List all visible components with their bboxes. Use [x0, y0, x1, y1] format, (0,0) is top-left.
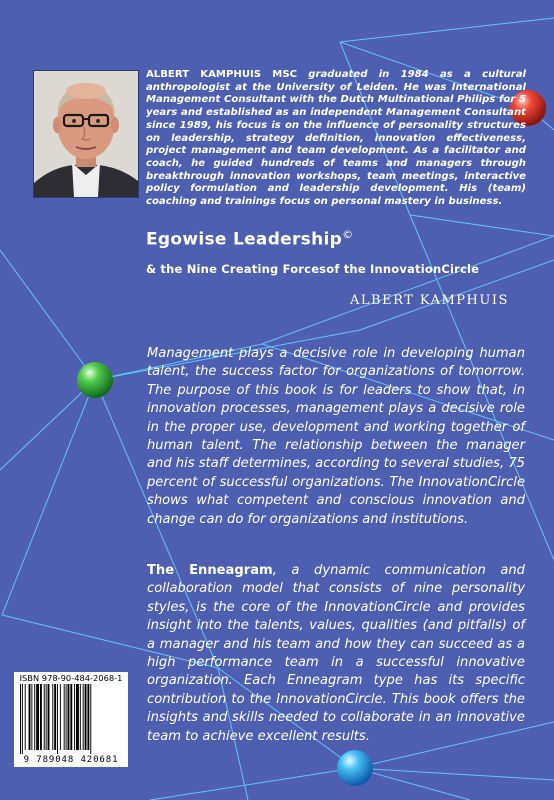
network-line [355, 768, 554, 780]
barcode-bar [40, 684, 42, 750]
barcode-bar [87, 684, 89, 750]
barcode-bar [54, 684, 56, 750]
barcode-bars [14, 684, 128, 756]
network-line [150, 768, 355, 800]
network-line [0, 250, 95, 380]
barcode-bar [34, 684, 35, 750]
barcode-bar [80, 684, 81, 750]
author-portrait-image [34, 71, 138, 197]
barcode-bar [70, 684, 72, 750]
barcode-bar [85, 684, 87, 750]
network-line [262, 236, 554, 344]
barcode-digits: 9 789048 420681 [23, 755, 119, 765]
barcode-bar [74, 684, 75, 750]
description-paragraph-2 [147, 562, 525, 746]
barcode-bar [44, 684, 45, 750]
network-line [340, 18, 554, 42]
barcode-bar [60, 684, 61, 750]
book-subtitle: & the Nine Creating Forcesof the InnovationCircle [146, 262, 480, 276]
barcode-bar [83, 684, 84, 750]
author-bio [146, 69, 526, 209]
network-line [0, 380, 95, 470]
network-line [410, 215, 554, 236]
barcode [14, 672, 128, 767]
enneagram-term: The Enneagram [147, 563, 273, 578]
blue-sphere [337, 750, 373, 786]
barcode-bar [25, 684, 26, 750]
barcode-bar [68, 684, 70, 750]
barcode-bar [46, 684, 47, 750]
author-photo [33, 70, 139, 198]
barcode-bar [20, 684, 21, 754]
barcode-bar [66, 684, 67, 750]
barcode-bar [29, 684, 31, 750]
barcode-bar [76, 684, 79, 750]
barcode-bar [52, 684, 53, 750]
book-title [146, 228, 353, 250]
copyright-mark: © [342, 228, 354, 241]
book-title-text: Egowise Leadership [146, 229, 343, 250]
author-bio-name: ALBERT KAMPHUIS MSC [146, 69, 298, 80]
isbn-label: ISBN 978-90-484-2068-1 [19, 673, 123, 683]
barcode-bar [22, 684, 23, 754]
network-line [2, 380, 95, 615]
book-author: ALBERT KAMPHUIS [350, 293, 509, 308]
barcode-bar [90, 684, 91, 754]
description-paragraph-1: Management plays a decisive role in developing human talent, the success factor for organizations of tomorrow. The purpose of this book is for leaders to show that, in innovation processes, management plays a decisive role in the proper use, development and working together of human talent. The relationship between the manager and his staff determines, according to several studies, 75 percent of successful organizations. The InnovationCircle shows what competent and conscious innovation and change can do for organizations and institutions. [147, 346, 525, 527]
author-bio-text: graduated in 1984 as a cultural anthropologist at the University of Leiden. He was International Management Consultant with the Dutch Multinational Philips for 5 years and established as an independent Management Consultant since 1989, his focus is on the influence of personality structures on leadership, strategy definition, innovation effectiveness, project management and team development. As a facilitator and coach, he guided hundreds of teams and managers through breakthrough innovation workshops, team meetings, interactive policy formulation and leadership development. His (team) coaching and trainings focus on personal mastery in business. [146, 69, 526, 208]
green-sphere [77, 362, 113, 398]
description-paragraph-2-text: , a dynamic communication and collaboration model that consists of nine personality styles, is the core of the InnovationCircle and provides insight into the talents, values, qualities (and pitfalls) of a manager and his team and how they can succeed as a high performance team in a successful innovative organization. Each Enneagram type has its specific contribution to the InnovationCircle. This book offers the insights and skills needed to collaborate in an innovative team to achieve excellent results. [147, 563, 525, 744]
barcode-bar [31, 684, 32, 750]
barcode-bar [64, 684, 65, 750]
barcode-bar [48, 684, 50, 750]
barcode-bar [36, 684, 39, 750]
barcode-bar [57, 684, 58, 754]
